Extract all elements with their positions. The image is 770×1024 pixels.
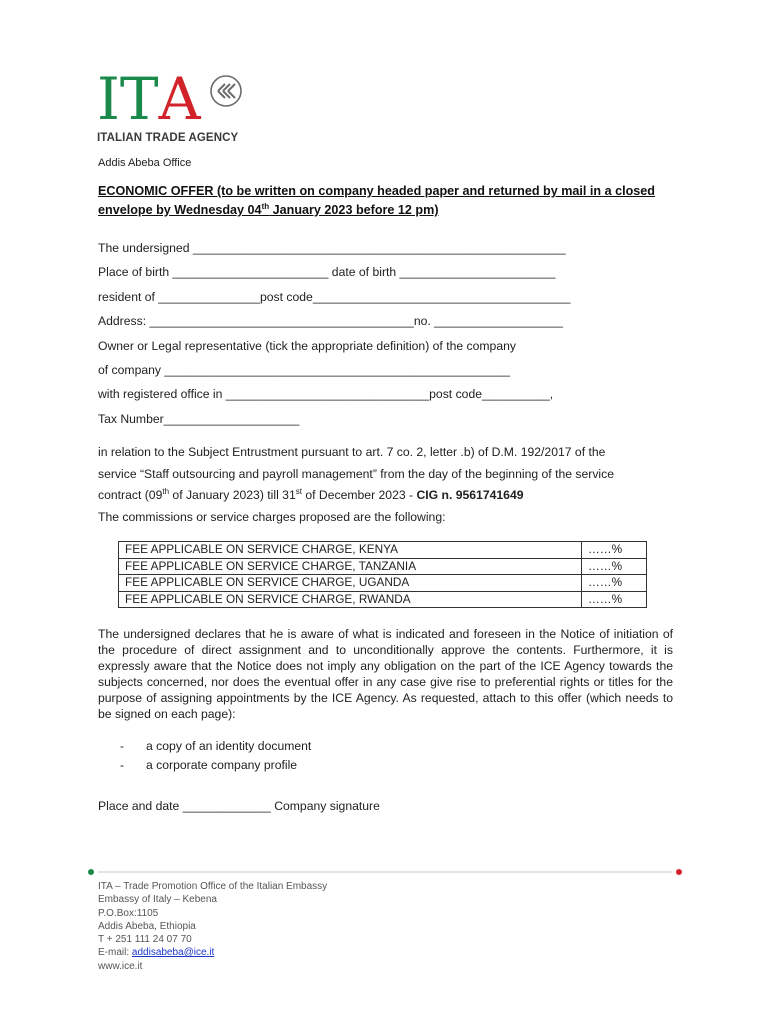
field-resident[interactable]: resident of _______________post code______________________________________: [98, 290, 571, 304]
footer-line: P.O.Box:1105: [98, 907, 159, 919]
attachment-label: a corporate company profile: [146, 758, 298, 772]
email-label: E-mail:: [98, 947, 132, 959]
footer-line: Embassy of Italy – Kebena: [98, 894, 217, 906]
table-row: [119, 558, 647, 575]
field-company[interactable]: of company ___________________________________________________: [98, 363, 511, 377]
table-row: [119, 542, 647, 559]
ita-logo: [97, 65, 247, 150]
office-label: Addis Abeba Office: [98, 157, 192, 169]
fee-name-cell: FEE APPLICABLE ON SERVICE CHARGE, TANZANIA: [119, 558, 582, 575]
field-birth[interactable]: Place of birth _______________________ date of birth _______________________: [98, 265, 556, 279]
owner-label: Owner or Legal representative (tick the appropriate definition) of the company: [98, 339, 516, 353]
logo-letters: [97, 65, 201, 133]
relation-line-3: [98, 485, 673, 507]
field-address[interactable]: Address: _______________________________________no. ___________________: [98, 314, 563, 328]
relation-sup-2: st: [295, 486, 302, 496]
footer-email-line: [98, 946, 327, 959]
relation-paragraph: [98, 442, 673, 528]
footer-website[interactable]: www.ice.it: [98, 960, 143, 972]
relation-line-1: in relation to the Subject Entrustment pursuant to art. 7 co. 2, letter .b) of D.M. 192/2017 of the: [98, 445, 606, 459]
list-item: [120, 737, 311, 756]
heading-text-1: ECONOMIC OFFER (to be written on company headed paper and returned by mail in a closed envelope by Wednesday 04: [98, 184, 656, 217]
fee-value-cell[interactable]: ……%: [582, 558, 647, 575]
logo-caption: ITALIAN TRADE AGENCY: [97, 132, 239, 144]
document-heading: [98, 182, 678, 220]
declaration-paragraph: The undersigned declares that he is aware of what is indicated and foreseen in the Notice of initiation of the procedure of direct assignment and to unconditionally approve the contents. Furthermore, it is expressly aware that the Notice does not imply any obligation on the part of the ICE Agency towards the subjects concerned, nor does the eventual offer in any case give rise to preferential rights or titles for the purpose of assigning appointments by the ICE Agency. As requested, attach to this offer (which needs to be signed on each page):: [98, 627, 673, 721]
footer-line: Addis Abeba, Ethiopia: [98, 920, 196, 932]
attachments-list: [120, 737, 311, 775]
heading-text-2: January 2023 before 12 pm): [269, 203, 439, 217]
bullet-marker: -: [120, 758, 125, 772]
field-undersigned[interactable]: The undersigned _______________________________________________________: [98, 241, 566, 255]
fee-name-cell: FEE APPLICABLE ON SERVICE CHARGE, KENYA: [119, 542, 582, 559]
email-link[interactable]: addisabeba@ice.it: [131, 947, 215, 959]
table-row: [119, 591, 647, 608]
list-item: [120, 756, 311, 775]
signature-line[interactable]: Place and date _____________ Company signature: [98, 799, 380, 813]
relation-text-c: of December 2023 -: [301, 488, 417, 502]
footer-divider: [88, 868, 682, 876]
heading-sup: th: [261, 201, 270, 211]
logo-letter-i: I: [97, 65, 120, 133]
fee-name-cell: FEE APPLICABLE ON SERVICE CHARGE, RWANDA: [119, 591, 582, 608]
relation-line-4: The commissions or service charges proposed are the following:: [98, 509, 446, 524]
field-tax-number[interactable]: Tax Number____________________: [98, 412, 300, 426]
fee-name-cell: FEE APPLICABLE ON SERVICE CHARGE, UGANDA: [119, 575, 582, 592]
relation-text-a: contract (09: [98, 488, 163, 502]
table-row: [119, 575, 647, 592]
footer-line: ITA – Trade Promotion Office of the Italian Embassy: [98, 881, 328, 892]
fee-value-cell[interactable]: ……%: [582, 542, 647, 559]
fee-value-cell[interactable]: ……%: [582, 591, 647, 608]
attachment-label: a copy of an identity document: [146, 739, 312, 753]
logo-letter-a: A: [158, 65, 201, 133]
relation-line-2: service “Staff outsourcing and payroll management” from the day of the beginning of the service: [98, 466, 614, 481]
bullet-marker: -: [120, 739, 125, 753]
logo-letter-t: T: [119, 65, 159, 133]
fee-value-cell[interactable]: ……%: [582, 575, 647, 592]
footer-line: T + 251 111 24 07 70: [98, 934, 192, 946]
fees-table: [118, 541, 647, 608]
cig-number: CIG n. 9561741649: [416, 488, 524, 502]
relation-sup-1: th: [162, 486, 170, 496]
arrow-emblem-icon: [209, 74, 243, 108]
field-registered-office[interactable]: with registered office in ______________________________post code__________,: [98, 387, 554, 401]
footer-address: [98, 880, 327, 973]
relation-text-b: of January 2023) till 31: [169, 488, 296, 502]
